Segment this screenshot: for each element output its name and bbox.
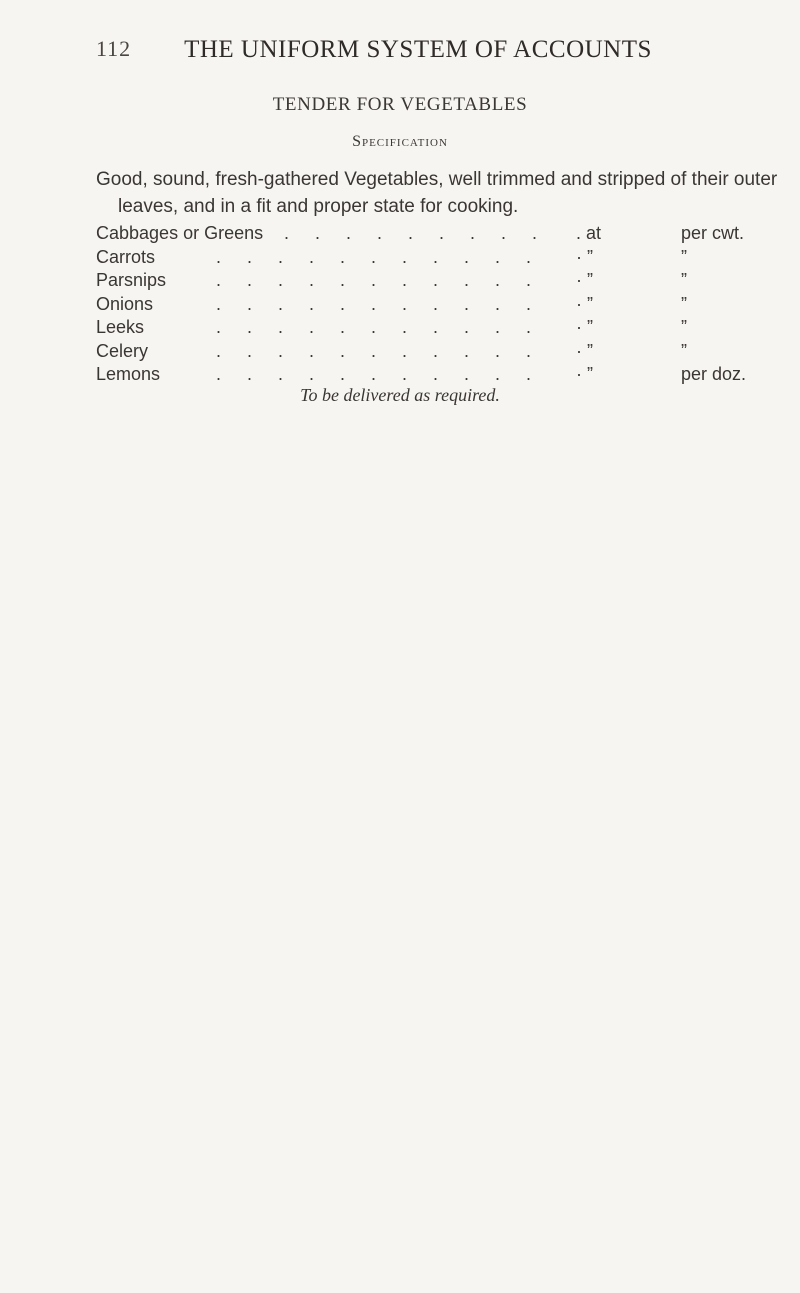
list-item xyxy=(96,363,800,387)
running-title: THE UNIFORM SYSTEM OF ACCOUNTS xyxy=(184,36,652,63)
vegetable-list xyxy=(96,222,800,387)
list-item xyxy=(96,269,800,293)
specification-heading: Specification xyxy=(352,133,448,150)
item-unit: ” xyxy=(681,246,687,267)
item-name: Cabbages or Greens xyxy=(96,223,264,243)
tender-title: TENDER FOR VEGETABLES xyxy=(272,94,528,115)
item-unit: ” xyxy=(681,293,687,314)
page-number: 112 xyxy=(96,36,132,61)
item-unit: per doz. xyxy=(681,364,747,384)
item-rate: · ” xyxy=(576,317,593,337)
dot-leaders: . . . . . . . . . . . xyxy=(216,317,542,337)
item-rate: · ” xyxy=(576,270,593,290)
item-name: Onions xyxy=(96,293,154,314)
item-name: Parsnips xyxy=(96,270,167,290)
item-rate: · ” xyxy=(576,340,593,361)
specification-intro xyxy=(96,166,800,220)
list-item xyxy=(96,316,800,340)
item-unit: ” xyxy=(681,317,687,337)
dot-leaders: . . . . . . . . . . . xyxy=(216,340,542,361)
item-unit: ” xyxy=(681,270,687,290)
item-rate: . at xyxy=(576,223,602,243)
intro-line-1: Good, sound, fresh-gathered Vegetables, well trimmed and stripped of their outer xyxy=(96,169,778,190)
item-name: Carrots xyxy=(96,246,156,267)
dot-leaders: . . . . . . . . . . . xyxy=(216,293,542,314)
dot-leaders: . . . . . . . . . . . xyxy=(216,364,542,384)
dot-leaders: . . . . . . . . . . . xyxy=(216,246,542,267)
item-name: Lemons xyxy=(96,364,161,384)
item-unit: per cwt. xyxy=(681,223,745,243)
running-header xyxy=(96,36,700,70)
list-item xyxy=(96,293,800,317)
item-name: Celery xyxy=(96,340,149,361)
item-name: Leeks xyxy=(96,317,145,337)
delivery-note: To be delivered as required. xyxy=(300,385,500,405)
dot-leaders: . . . . . . . . . . . xyxy=(216,270,542,290)
dot-leaders: . . . . . . . . . xyxy=(284,223,548,243)
item-rate: · ” xyxy=(576,246,593,267)
intro-line-2: leaves, and in a fit and proper state for cooking. xyxy=(118,196,519,217)
item-rate: · ” xyxy=(576,364,593,384)
item-rate: · ” xyxy=(576,293,593,314)
list-item xyxy=(96,246,800,270)
list-item xyxy=(96,222,800,246)
list-item xyxy=(96,340,800,364)
item-unit: ” xyxy=(681,340,687,361)
